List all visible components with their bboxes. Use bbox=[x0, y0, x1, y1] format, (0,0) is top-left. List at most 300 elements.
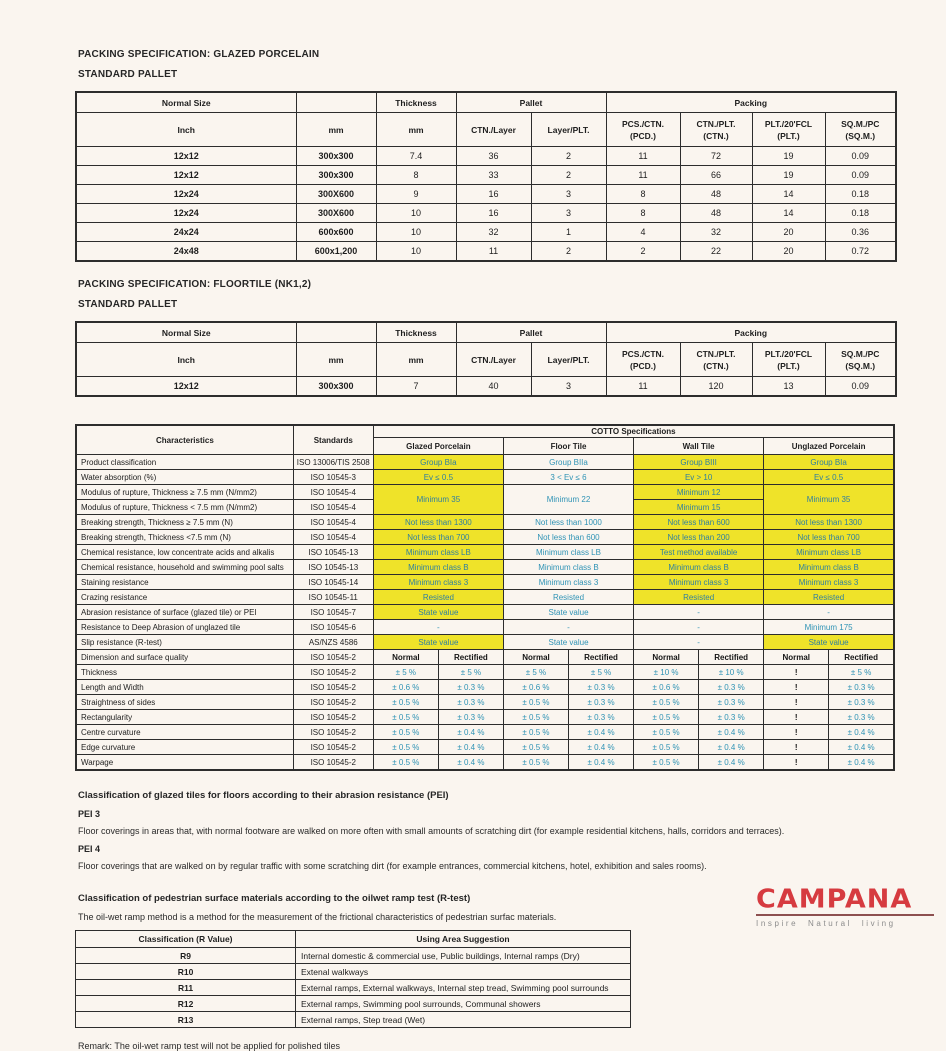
cell: - bbox=[764, 605, 894, 620]
row bbox=[76, 725, 894, 740]
cell: ± 5 % bbox=[438, 665, 503, 680]
cell: Not less than 1300 bbox=[764, 515, 894, 530]
cell: 600x600 bbox=[296, 223, 376, 242]
cell: ! bbox=[764, 740, 829, 755]
cell: Abrasion resistance of surface (glazed tile) or PEI bbox=[76, 605, 293, 620]
cell: Centre curvature bbox=[76, 725, 293, 740]
cell: ± 0.3 % bbox=[438, 710, 503, 725]
cell: Normal bbox=[373, 650, 438, 665]
cell: ± 0.5 % bbox=[503, 695, 568, 710]
cell: Rectified bbox=[829, 650, 894, 665]
cell: ± 0.4 % bbox=[569, 755, 634, 771]
cell: Rectified bbox=[438, 650, 503, 665]
cell: ISO 10545-14 bbox=[293, 575, 373, 590]
cell: Inch bbox=[76, 343, 296, 377]
cell: Normal bbox=[634, 650, 699, 665]
cell: 13 bbox=[752, 377, 825, 397]
campana-logo bbox=[756, 884, 938, 928]
cell: 1 bbox=[531, 223, 606, 242]
cell: - bbox=[634, 635, 764, 650]
cell: Minimum class 3 bbox=[373, 575, 503, 590]
cell: 12x12 bbox=[76, 377, 296, 397]
cell: 2 bbox=[531, 147, 606, 166]
cell: ISO 10545-3 bbox=[293, 470, 373, 485]
cell: ± 0.3 % bbox=[438, 680, 503, 695]
cell: ± 0.3 % bbox=[829, 695, 894, 710]
cell: ± 10 % bbox=[699, 665, 764, 680]
cell: Resisted bbox=[503, 590, 633, 605]
cell: ISO 10545-2 bbox=[293, 755, 373, 771]
label: (SQ.M.) bbox=[845, 130, 876, 141]
cell: Inch bbox=[76, 113, 296, 147]
cell: ! bbox=[764, 725, 829, 740]
cell: Ev ≤ 0.5 bbox=[373, 470, 503, 485]
cell: 0.36 bbox=[825, 223, 896, 242]
row bbox=[76, 605, 894, 620]
cell: Minimum 22 bbox=[503, 485, 633, 515]
cell: Characteristics bbox=[76, 425, 293, 455]
cell: ISO 10545-2 bbox=[293, 710, 373, 725]
cell: Minimum class LB bbox=[503, 545, 633, 560]
row bbox=[76, 590, 894, 605]
cell: ISO 10545-2 bbox=[293, 740, 373, 755]
cell: ± 0.5 % bbox=[634, 710, 699, 725]
row bbox=[76, 204, 896, 223]
cell: R10 bbox=[76, 964, 296, 980]
cell: R11 bbox=[76, 980, 296, 996]
cell: ± 0.6 % bbox=[503, 680, 568, 695]
cell: 3 bbox=[531, 204, 606, 223]
cell: Minimum class B bbox=[764, 560, 894, 575]
cell: Packing bbox=[606, 322, 896, 343]
cell: CTN./Layer bbox=[456, 113, 531, 147]
cell: Standards bbox=[293, 425, 373, 455]
cell: 11 bbox=[606, 166, 680, 185]
cell: ± 0.4 % bbox=[699, 755, 764, 771]
header-row bbox=[76, 92, 896, 113]
cell: Chemical resistance, household and swimming pool salts bbox=[76, 560, 293, 575]
cell: Minimum class 3 bbox=[503, 575, 633, 590]
remark-text: Remark: The oil-wet ramp test will not be applied for polished tiles bbox=[78, 1041, 340, 1051]
cell: Modulus of rupture, Thickness ≥ 7.5 mm (N/mm2) bbox=[76, 485, 293, 500]
cell: ± 0.5 % bbox=[634, 695, 699, 710]
cell: mm bbox=[376, 113, 456, 147]
row bbox=[76, 223, 896, 242]
row bbox=[76, 996, 631, 1012]
cell: mm bbox=[296, 113, 376, 147]
cell: ± 0.4 % bbox=[829, 725, 894, 740]
row bbox=[76, 680, 894, 695]
cell: 8 bbox=[606, 185, 680, 204]
cell: Thickness bbox=[76, 665, 293, 680]
cell: Group BIa bbox=[764, 455, 894, 470]
label: (PCD.) bbox=[630, 360, 656, 371]
cell: Group BIIa bbox=[503, 455, 633, 470]
row bbox=[76, 635, 894, 650]
cell: Not less than 1300 bbox=[373, 515, 503, 530]
cell: 11 bbox=[606, 147, 680, 166]
cell: 20 bbox=[752, 242, 825, 262]
brand-name: CAMPANA bbox=[756, 884, 913, 915]
cell: ± 0.5 % bbox=[503, 725, 568, 740]
cell: ± 0.5 % bbox=[373, 710, 438, 725]
cell: ISO 10545-2 bbox=[293, 695, 373, 710]
cell: Normal bbox=[764, 650, 829, 665]
cell: Minimum class 3 bbox=[764, 575, 894, 590]
cell: ISO 10545-7 bbox=[293, 605, 373, 620]
cell: Minimum class 3 bbox=[634, 575, 764, 590]
cell: 66 bbox=[680, 166, 752, 185]
row bbox=[76, 980, 631, 996]
label: PCS./CTN. bbox=[621, 348, 665, 359]
cell: Pallet bbox=[456, 92, 606, 113]
cell: CTN./Layer bbox=[456, 343, 531, 377]
label: (PLT.) bbox=[777, 360, 800, 371]
cell: ± 0.5 % bbox=[634, 740, 699, 755]
cell: State value bbox=[503, 635, 633, 650]
cell: ! bbox=[764, 710, 829, 725]
label: (PLT.) bbox=[777, 130, 800, 141]
cell: 19 bbox=[752, 147, 825, 166]
cell: Ev ≤ 0.5 bbox=[764, 470, 894, 485]
r-value-table bbox=[75, 930, 631, 1028]
cell: ± 0.4 % bbox=[438, 755, 503, 771]
cell: 10 bbox=[376, 223, 456, 242]
cell: ± 0.4 % bbox=[829, 740, 894, 755]
cell: ± 5 % bbox=[503, 665, 568, 680]
cell: ± 10 % bbox=[634, 665, 699, 680]
cell: 12x24 bbox=[76, 204, 296, 223]
cell: Normal Size bbox=[76, 92, 296, 113]
cell: Thickness bbox=[376, 92, 456, 113]
cell: 300X600 bbox=[296, 204, 376, 223]
cell: Crazing resistance bbox=[76, 590, 293, 605]
cell: Not less than 600 bbox=[634, 515, 764, 530]
cell bbox=[825, 113, 896, 147]
cell: Minimum class LB bbox=[764, 545, 894, 560]
cell: ± 5 % bbox=[829, 665, 894, 680]
cell: Minimum 35 bbox=[373, 485, 503, 515]
cell: ISO 10545-11 bbox=[293, 590, 373, 605]
cell: 33 bbox=[456, 166, 531, 185]
cell bbox=[606, 343, 680, 377]
section2-subtitle: STANDARD PALLET bbox=[78, 299, 178, 310]
cell: ± 0.5 % bbox=[634, 755, 699, 771]
cell: Ev > 10 bbox=[634, 470, 764, 485]
cell: ± 0.3 % bbox=[699, 710, 764, 725]
cell: ISO 10545-6 bbox=[293, 620, 373, 635]
cell: State value bbox=[373, 605, 503, 620]
cell: 40 bbox=[456, 377, 531, 397]
cell: Glazed Porcelain bbox=[373, 438, 503, 455]
row bbox=[76, 377, 896, 397]
cell: Rectangularity bbox=[76, 710, 293, 725]
cell: 22 bbox=[680, 242, 752, 262]
cell bbox=[680, 113, 752, 147]
rtest-section-title: Classification of pedestrian surface materials according to the oilwet ramp test (R-test) bbox=[78, 893, 471, 904]
cell: 3 bbox=[531, 185, 606, 204]
row bbox=[76, 515, 894, 530]
cell: ! bbox=[764, 695, 829, 710]
cell bbox=[752, 343, 825, 377]
section1-subtitle: STANDARD PALLET bbox=[78, 69, 178, 80]
cell: ± 0.3 % bbox=[699, 695, 764, 710]
cell: 0.09 bbox=[825, 377, 896, 397]
cell: 8 bbox=[376, 166, 456, 185]
cell: 12x12 bbox=[76, 147, 296, 166]
label: SQ.M./PC bbox=[841, 118, 880, 129]
cell: ± 0.5 % bbox=[373, 740, 438, 755]
row bbox=[76, 665, 894, 680]
cell: 11 bbox=[606, 377, 680, 397]
row bbox=[76, 740, 894, 755]
header-row bbox=[76, 113, 896, 147]
cell: Staining resistance bbox=[76, 575, 293, 590]
cell: Thickness bbox=[376, 322, 456, 343]
cell: 4 bbox=[606, 223, 680, 242]
cell: Packing bbox=[606, 92, 896, 113]
label: PCS./CTN. bbox=[621, 118, 665, 129]
label: SQ.M./PC bbox=[841, 348, 880, 359]
cell: Floor Tile bbox=[503, 438, 633, 455]
cell: ± 0.3 % bbox=[829, 710, 894, 725]
cell: Not less than 700 bbox=[764, 530, 894, 545]
row bbox=[76, 755, 894, 771]
cell: Minimum 12 bbox=[634, 485, 764, 500]
cell: ISO 10545-4 bbox=[293, 530, 373, 545]
cotto-spec-table bbox=[75, 424, 895, 771]
cell: - bbox=[503, 620, 633, 635]
cell: Warpage bbox=[76, 755, 293, 771]
cell: 3 bbox=[531, 377, 606, 397]
cell: mm bbox=[376, 343, 456, 377]
cell: 48 bbox=[680, 204, 752, 223]
row bbox=[76, 242, 896, 262]
cell: ± 0.6 % bbox=[634, 680, 699, 695]
cell: 16 bbox=[456, 204, 531, 223]
cell: Breaking strength, Thickness ≥ 7.5 mm (N) bbox=[76, 515, 293, 530]
pei3-label: PEI 3 bbox=[78, 809, 101, 819]
cell: 72 bbox=[680, 147, 752, 166]
row bbox=[76, 695, 894, 710]
cell: 10 bbox=[376, 242, 456, 262]
row bbox=[76, 166, 896, 185]
cell: 11 bbox=[456, 242, 531, 262]
cell: ± 0.6 % bbox=[373, 680, 438, 695]
cell: 24x24 bbox=[76, 223, 296, 242]
cell: 24x48 bbox=[76, 242, 296, 262]
cell: ± 0.4 % bbox=[569, 725, 634, 740]
cell: 32 bbox=[680, 223, 752, 242]
cell: ISO 10545-2 bbox=[293, 665, 373, 680]
cell: Normal bbox=[503, 650, 568, 665]
cell: ± 0.5 % bbox=[634, 725, 699, 740]
cell: Product classification bbox=[76, 455, 293, 470]
cell: ± 0.4 % bbox=[438, 725, 503, 740]
cell: State value bbox=[373, 635, 503, 650]
label: PLT./20'FCL bbox=[764, 348, 813, 359]
cell: 19 bbox=[752, 166, 825, 185]
cell: Rectified bbox=[569, 650, 634, 665]
cell: 0.18 bbox=[825, 185, 896, 204]
cell: ± 0.3 % bbox=[569, 680, 634, 695]
cell: ISO 10545-4 bbox=[293, 500, 373, 515]
packing-table-floortile bbox=[75, 321, 897, 397]
cell: External ramps, External walkways, Internal step tread, Swimming pool surrounds bbox=[296, 980, 631, 996]
row bbox=[76, 1012, 631, 1028]
cell: External ramps, Swimming pool surrounds, Communal showers bbox=[296, 996, 631, 1012]
cell: ± 5 % bbox=[569, 665, 634, 680]
cell: Resisted bbox=[373, 590, 503, 605]
row bbox=[76, 620, 894, 635]
label: (CTN.) bbox=[703, 360, 729, 371]
cell: ISO 10545-2 bbox=[293, 680, 373, 695]
cell: Water absorption (%) bbox=[76, 470, 293, 485]
cell: ± 0.3 % bbox=[569, 710, 634, 725]
cell: Minimum class B bbox=[503, 560, 633, 575]
header-row bbox=[76, 425, 894, 438]
cell: ! bbox=[764, 665, 829, 680]
cell bbox=[680, 343, 752, 377]
cell: 0.18 bbox=[825, 204, 896, 223]
cell: Slip resistance (R-test) bbox=[76, 635, 293, 650]
cell: ISO 10545-13 bbox=[293, 545, 373, 560]
cell: 300x300 bbox=[296, 377, 376, 397]
cell: 16 bbox=[456, 185, 531, 204]
row bbox=[76, 147, 896, 166]
cell: Resisted bbox=[764, 590, 894, 605]
cell: Test method available bbox=[634, 545, 764, 560]
cell: 2 bbox=[606, 242, 680, 262]
cell: 10 bbox=[376, 204, 456, 223]
header-row bbox=[76, 343, 896, 377]
label: CTN./PLT. bbox=[696, 348, 736, 359]
rtest-intro: The oil-wet ramp method is a method for the measurement of the frictional characteristics of pedestrian surfac materials. bbox=[78, 912, 557, 922]
cell: ! bbox=[764, 680, 829, 695]
cell: Resistance to Deep Abrasion of unglazed tile bbox=[76, 620, 293, 635]
cell: Minimum 175 bbox=[764, 620, 894, 635]
cell: Minimum class LB bbox=[373, 545, 503, 560]
cell: 7 bbox=[376, 377, 456, 397]
cell: - bbox=[373, 620, 503, 635]
cell: ± 5 % bbox=[373, 665, 438, 680]
cell: ± 0.3 % bbox=[829, 680, 894, 695]
cell: R9 bbox=[76, 948, 296, 964]
cell: Minimum class B bbox=[373, 560, 503, 575]
label: (SQ.M.) bbox=[845, 360, 876, 371]
cell: - bbox=[634, 605, 764, 620]
cell: 12x12 bbox=[76, 166, 296, 185]
cell: ± 0.4 % bbox=[569, 740, 634, 755]
cell: ± 0.4 % bbox=[829, 755, 894, 771]
cell: Not less than 600 bbox=[503, 530, 633, 545]
cell: COTTO Specifications bbox=[373, 425, 894, 438]
cell: Breaking strength, Thickness <7.5 mm (N) bbox=[76, 530, 293, 545]
cell: ! bbox=[764, 755, 829, 771]
cell: R13 bbox=[76, 1012, 296, 1028]
cell: ISO 10545-2 bbox=[293, 725, 373, 740]
row bbox=[76, 710, 894, 725]
cell: 12x24 bbox=[76, 185, 296, 204]
cell: 14 bbox=[752, 185, 825, 204]
cell bbox=[606, 113, 680, 147]
cell: Layer/PLT. bbox=[531, 113, 606, 147]
cell: State value bbox=[764, 635, 894, 650]
cell: 600x1,200 bbox=[296, 242, 376, 262]
cell: Extenal walkways bbox=[296, 964, 631, 980]
cell: 36 bbox=[456, 147, 531, 166]
cell: R12 bbox=[76, 996, 296, 1012]
row bbox=[76, 530, 894, 545]
cell: 48 bbox=[680, 185, 752, 204]
cell: ± 0.5 % bbox=[503, 755, 568, 771]
label: PLT./20'FCL bbox=[764, 118, 813, 129]
cell: Wall Tile bbox=[634, 438, 764, 455]
header-row bbox=[76, 931, 631, 948]
cell: Internal domestic & commercial use, Public buildings, Internal ramps (Dry) bbox=[296, 948, 631, 964]
cell: External ramps, Step tread (Wet) bbox=[296, 1012, 631, 1028]
label: (CTN.) bbox=[703, 130, 729, 141]
section2-title: PACKING SPECIFICATION: FLOORTILE (NK1,2) bbox=[78, 279, 312, 290]
cell: Normal Size bbox=[76, 322, 296, 343]
cell: ± 0.5 % bbox=[503, 710, 568, 725]
row bbox=[76, 470, 894, 485]
logo-underline bbox=[756, 914, 934, 916]
cell: AS/NZS 4586 bbox=[293, 635, 373, 650]
cell: 3 < Ev ≤ 6 bbox=[503, 470, 633, 485]
cell: Minimum class B bbox=[634, 560, 764, 575]
cell: 300x300 bbox=[296, 166, 376, 185]
cell: ISO 13006/TIS 2508 bbox=[293, 455, 373, 470]
cell: Rectified bbox=[699, 650, 764, 665]
cell: Unglazed Porcelain bbox=[764, 438, 894, 455]
cell: ISO 10545-2 bbox=[293, 650, 373, 665]
cell: 20 bbox=[752, 223, 825, 242]
cell: Not less than 200 bbox=[634, 530, 764, 545]
label: (PCD.) bbox=[630, 130, 656, 141]
cell: Chemical resistance, low concentrate acids and alkalis bbox=[76, 545, 293, 560]
cell: ± 0.4 % bbox=[438, 740, 503, 755]
cell: 2 bbox=[531, 166, 606, 185]
cell: ISO 10545-13 bbox=[293, 560, 373, 575]
row bbox=[76, 485, 894, 500]
pei4-text: Floor coverings that are walked on by regular traffic with some scratching dirt (for example entrances, commercial kitchens, hotel, exhibition and sales rooms). bbox=[78, 861, 707, 871]
cell: 0.09 bbox=[825, 147, 896, 166]
cell: 0.09 bbox=[825, 166, 896, 185]
cell: ± 0.5 % bbox=[373, 755, 438, 771]
cell: ± 0.3 % bbox=[569, 695, 634, 710]
section1-title: PACKING SPECIFICATION: GLAZED PORCELAIN bbox=[78, 49, 320, 60]
cell: 300x300 bbox=[296, 147, 376, 166]
row bbox=[76, 560, 894, 575]
cell: 2 bbox=[531, 242, 606, 262]
cell: Dimension and surface quality bbox=[76, 650, 293, 665]
cell: Group BIII bbox=[634, 455, 764, 470]
cell: Straightness of sides bbox=[76, 695, 293, 710]
cell bbox=[752, 113, 825, 147]
row bbox=[76, 455, 894, 470]
cell: ± 0.3 % bbox=[438, 695, 503, 710]
cell: ± 0.5 % bbox=[373, 695, 438, 710]
cell: 0.72 bbox=[825, 242, 896, 262]
cell bbox=[296, 92, 376, 113]
cell: Using Area Suggestion bbox=[296, 931, 631, 948]
header-row bbox=[76, 322, 896, 343]
cell: 14 bbox=[752, 204, 825, 223]
pei3-text: Floor coverings in areas that, with normal footware are walked on more often with small amounts of scratching dirt (for example residential kitchens, halls, corridors and terraces). bbox=[78, 826, 785, 836]
pei-section-title: Classification of glazed tiles for floors according to their abrasion resistance (PEI) bbox=[78, 790, 449, 801]
cell: Edge curvature bbox=[76, 740, 293, 755]
